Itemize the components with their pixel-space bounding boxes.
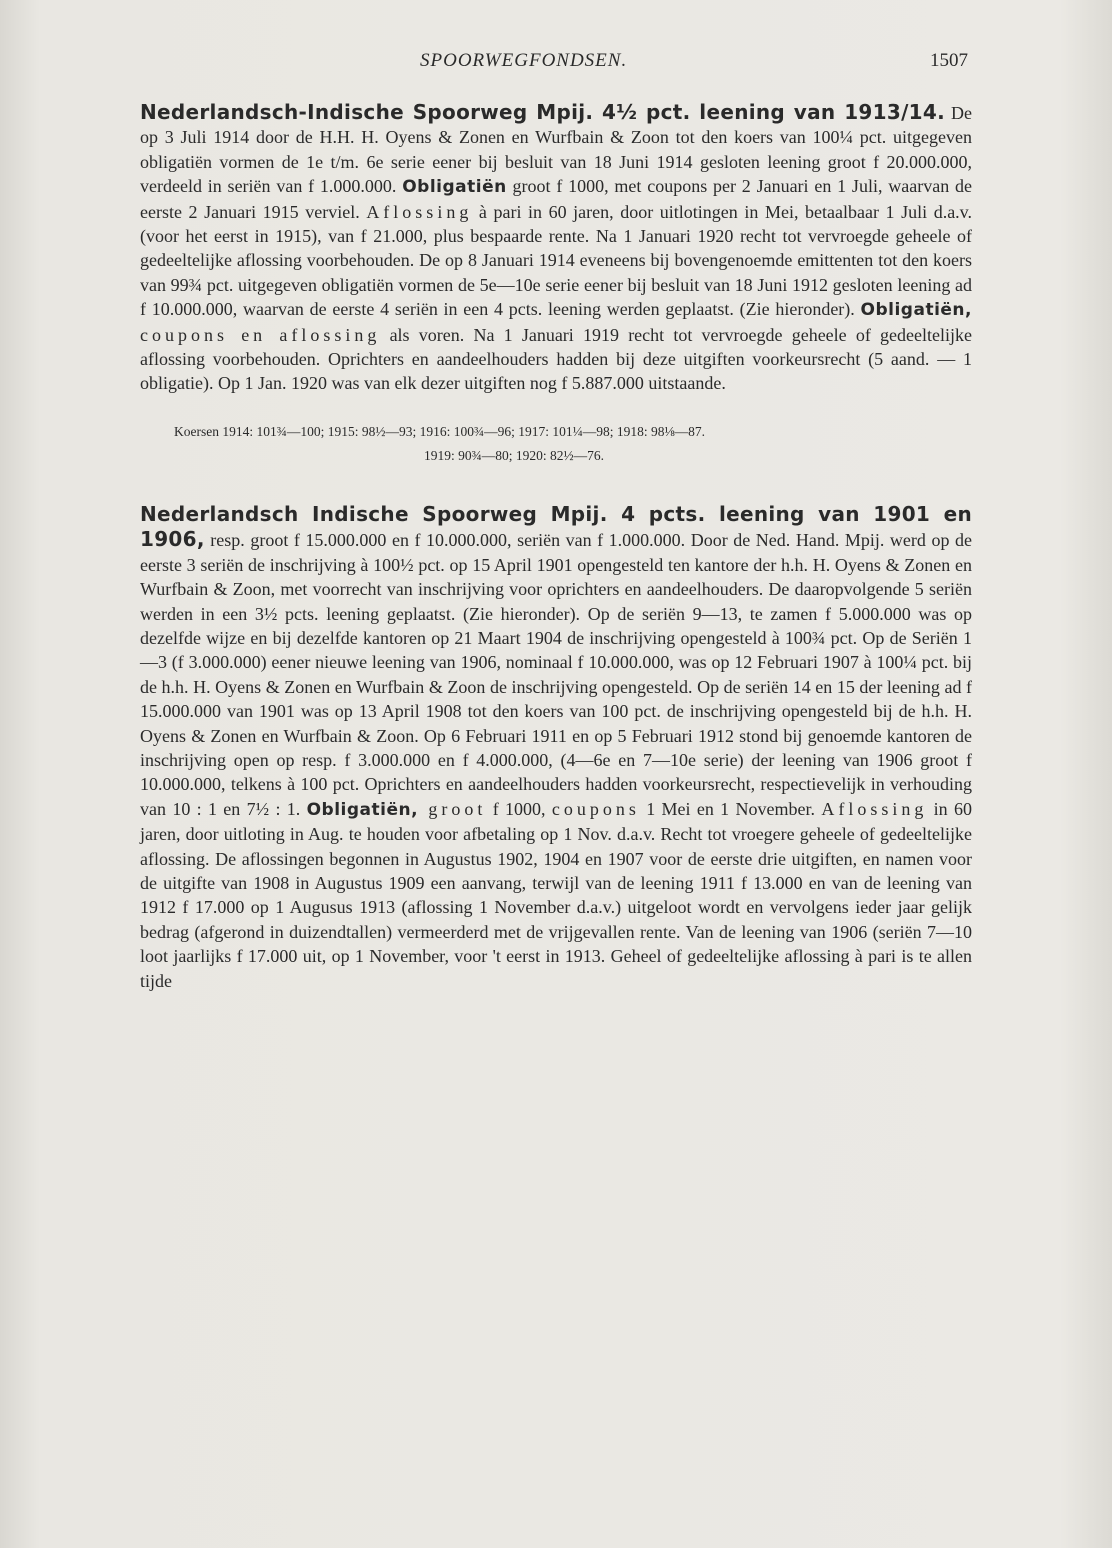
bold-term-obligatien: Obligatiën	[402, 177, 507, 198]
section-heading-1913: Nederlandsch-Indische Spoorweg Mpij. 4½ pct. leening van 1913/14.	[140, 100, 946, 124]
body-text: De op 3 Juli 1914 door de H.H. H. Oyens & Zonen en Wurfbain & Zoon tot den koers van 100¼ pct. uitgegeven obligatiën vormen de 1e t/m. 6e serie eener bij besluit van 18 Juni 1914 gesloten leening groot f 20.000.000, verdeeld in seriën van f 1.000.000.	[140, 103, 972, 197]
spaced-term-coupons: coupons	[551, 798, 640, 819]
body-text: resp. groot f 15.000.000 en f 10.000.000, seriën van f 1.000.000. Door de Ned. Hand. Mpij. werd op de eerste 3 seriën de inschrijving à 100½ pct. op 15 April 1901 opengesteld ten kantore der h.h. H. Oyens & Zonen en Wurfbain & Zoon, met voorrecht van inschrijving voor oprichters en aandeelhouders. De daaropvolgende 5 seriën werden in een 3½ pcts. leening geplaatst. (Zie hieronder). Op de seriën 9—13, te zamen f 5.000.000 was op dezelfde wijze en bij dezelfde kantoren op 21 Maart 1904 de inschrijving opengesteld à 100¾ pct. Op de Seriën 1—3 (f 3.000.000) eener nieuwe leening van 1906, nominaal f 10.000.000, was op 12 Februari 1907 à 100¼ pct. bij de h.h. H. Oyens & Zonen en Wurfbain & Zoon de inschrijving opengesteld. Op de seriën 14 en 15 der leening ad f 15.000.000 van 1901 was op 13 April 1908 tot den koers van 100 pct. de inschrijving opengesteld bij de h.h. H. Oyens & Zonen en Wurfbain & Zoon. Op 6 Februari 1911 en op 5 Februari 1912 stond bij genoemde kantoren de inschrijving open op resp. f 3.000.000 en f 4.000.000, (4—6e en 7—10e serie) der leening van 1906 groot f 10.000.000, telkens à 100 pct. Oprichters en aandeelhouders hadden voorkeursrecht, respectievelijk in verhouding van 10 : 1 en 7½ : 1.	[140, 530, 972, 819]
text-column	[140, 100, 972, 993]
section-heading-1901: Nederlandsch Indische Spoorweg Mpij. 4 pcts. leening van 1901 en 1906,	[140, 501, 972, 552]
body-text: 1 Mei en 1 November.	[639, 798, 822, 819]
price-line: Koersen 1914: 101¾—100; 1915: 98½—93; 1916: 100¾—96; 1917: 101¼—98; 1918: 98⅛—87.	[174, 423, 705, 439]
body-text: als voren. Na 1 Januari 1919 recht tot vervroegde geheele of gedeeltelijke aflossing voorbehouden. Oprichters en aandeelhouders hadden bij deze uitgiften voorkeursrecht (5 aand. — 1 obligatie). Op 1 Jan. 1920 was van elk dezer uitgiften nog f 5.887.000 uitstaande.	[140, 324, 972, 394]
paragraph-leening-1901-1906	[140, 502, 972, 993]
page-number: 1507	[930, 50, 968, 71]
bold-term-obligatien: Obligatiën,	[860, 300, 972, 321]
price-quotations	[174, 420, 972, 468]
body-text: groot f 1000, met coupons per 2 Januari en 1 Juli, waarvan de eerste 2 Januari 1915 verviel.	[140, 176, 972, 222]
body-text: in 60 jaren, door uitloting in Aug. te houden voor afbetaling op 1 Nov. d.a.v. Recht tot vroegere geheele of gedeeltelijke aflossing. De aflossingen begonnen in Augustus 1902, 1904 en 1907 voor de eerste drie uitgiften, en namen voor de uitgifte van 1908 in Augustus 1909 een aanvang, terwijl van de leening 1911 f 13.000 en van de leening van 1912 f 17.000 op 1 Augusus 1913 (aflossing 1 November d.a.v.) uitgeloot wordt en vervolgens ieder jaar gelijk bedrag (afgerond in duizendtallen) vermeerderd met de vrijgevallen rente. Van de leening van 1906 (seriën 7—10 loot jaarlijks f 17.000 uit, op 1 November, voor 't eerst in 1913. Geheel of gedeeltelijke aflossing à pari is te allen tijde	[140, 798, 972, 991]
body-text: f 1000,	[486, 798, 552, 819]
price-line: 1919: 90¾—80; 1920: 82½—76.	[424, 447, 605, 463]
paragraph-leening-1913	[140, 100, 972, 396]
spaced-term-coupons-aflossing: coupons en aflossing	[140, 324, 381, 345]
spaced-term-aflossing: Aflossing	[366, 201, 473, 222]
spaced-term-aflossing: Aflossing	[821, 798, 928, 819]
running-title: SPOORWEGFONDSEN.	[420, 50, 628, 71]
spaced-term-groot: groot	[418, 798, 487, 819]
body-text: à pari in 60 jaren, door uitlotingen in Mei, betaalbaar 1 Juli d.a.v. (voor het eerst in 1915), van f 21.000, plus bespaarde rente. Na 1 Januari 1920 recht tot vervroegde geheele of gedeeltelijke aflossing voorbehouden. De op 8 Januari 1914 eveneens bij bovengenoemde emittenten tot den koers van 99¾ pct. uitgegeven obligatiën vormen de 5e—10e serie eener bij besluit van 18 Juni 1912 gesloten leening ad f 10.000.000, waarvan de eerste 4 seriën in een 4 pcts. leening werden geplaatst. (Zie hieronder).	[140, 201, 973, 320]
bold-term-obligatien: Obligatiën,	[306, 799, 419, 820]
